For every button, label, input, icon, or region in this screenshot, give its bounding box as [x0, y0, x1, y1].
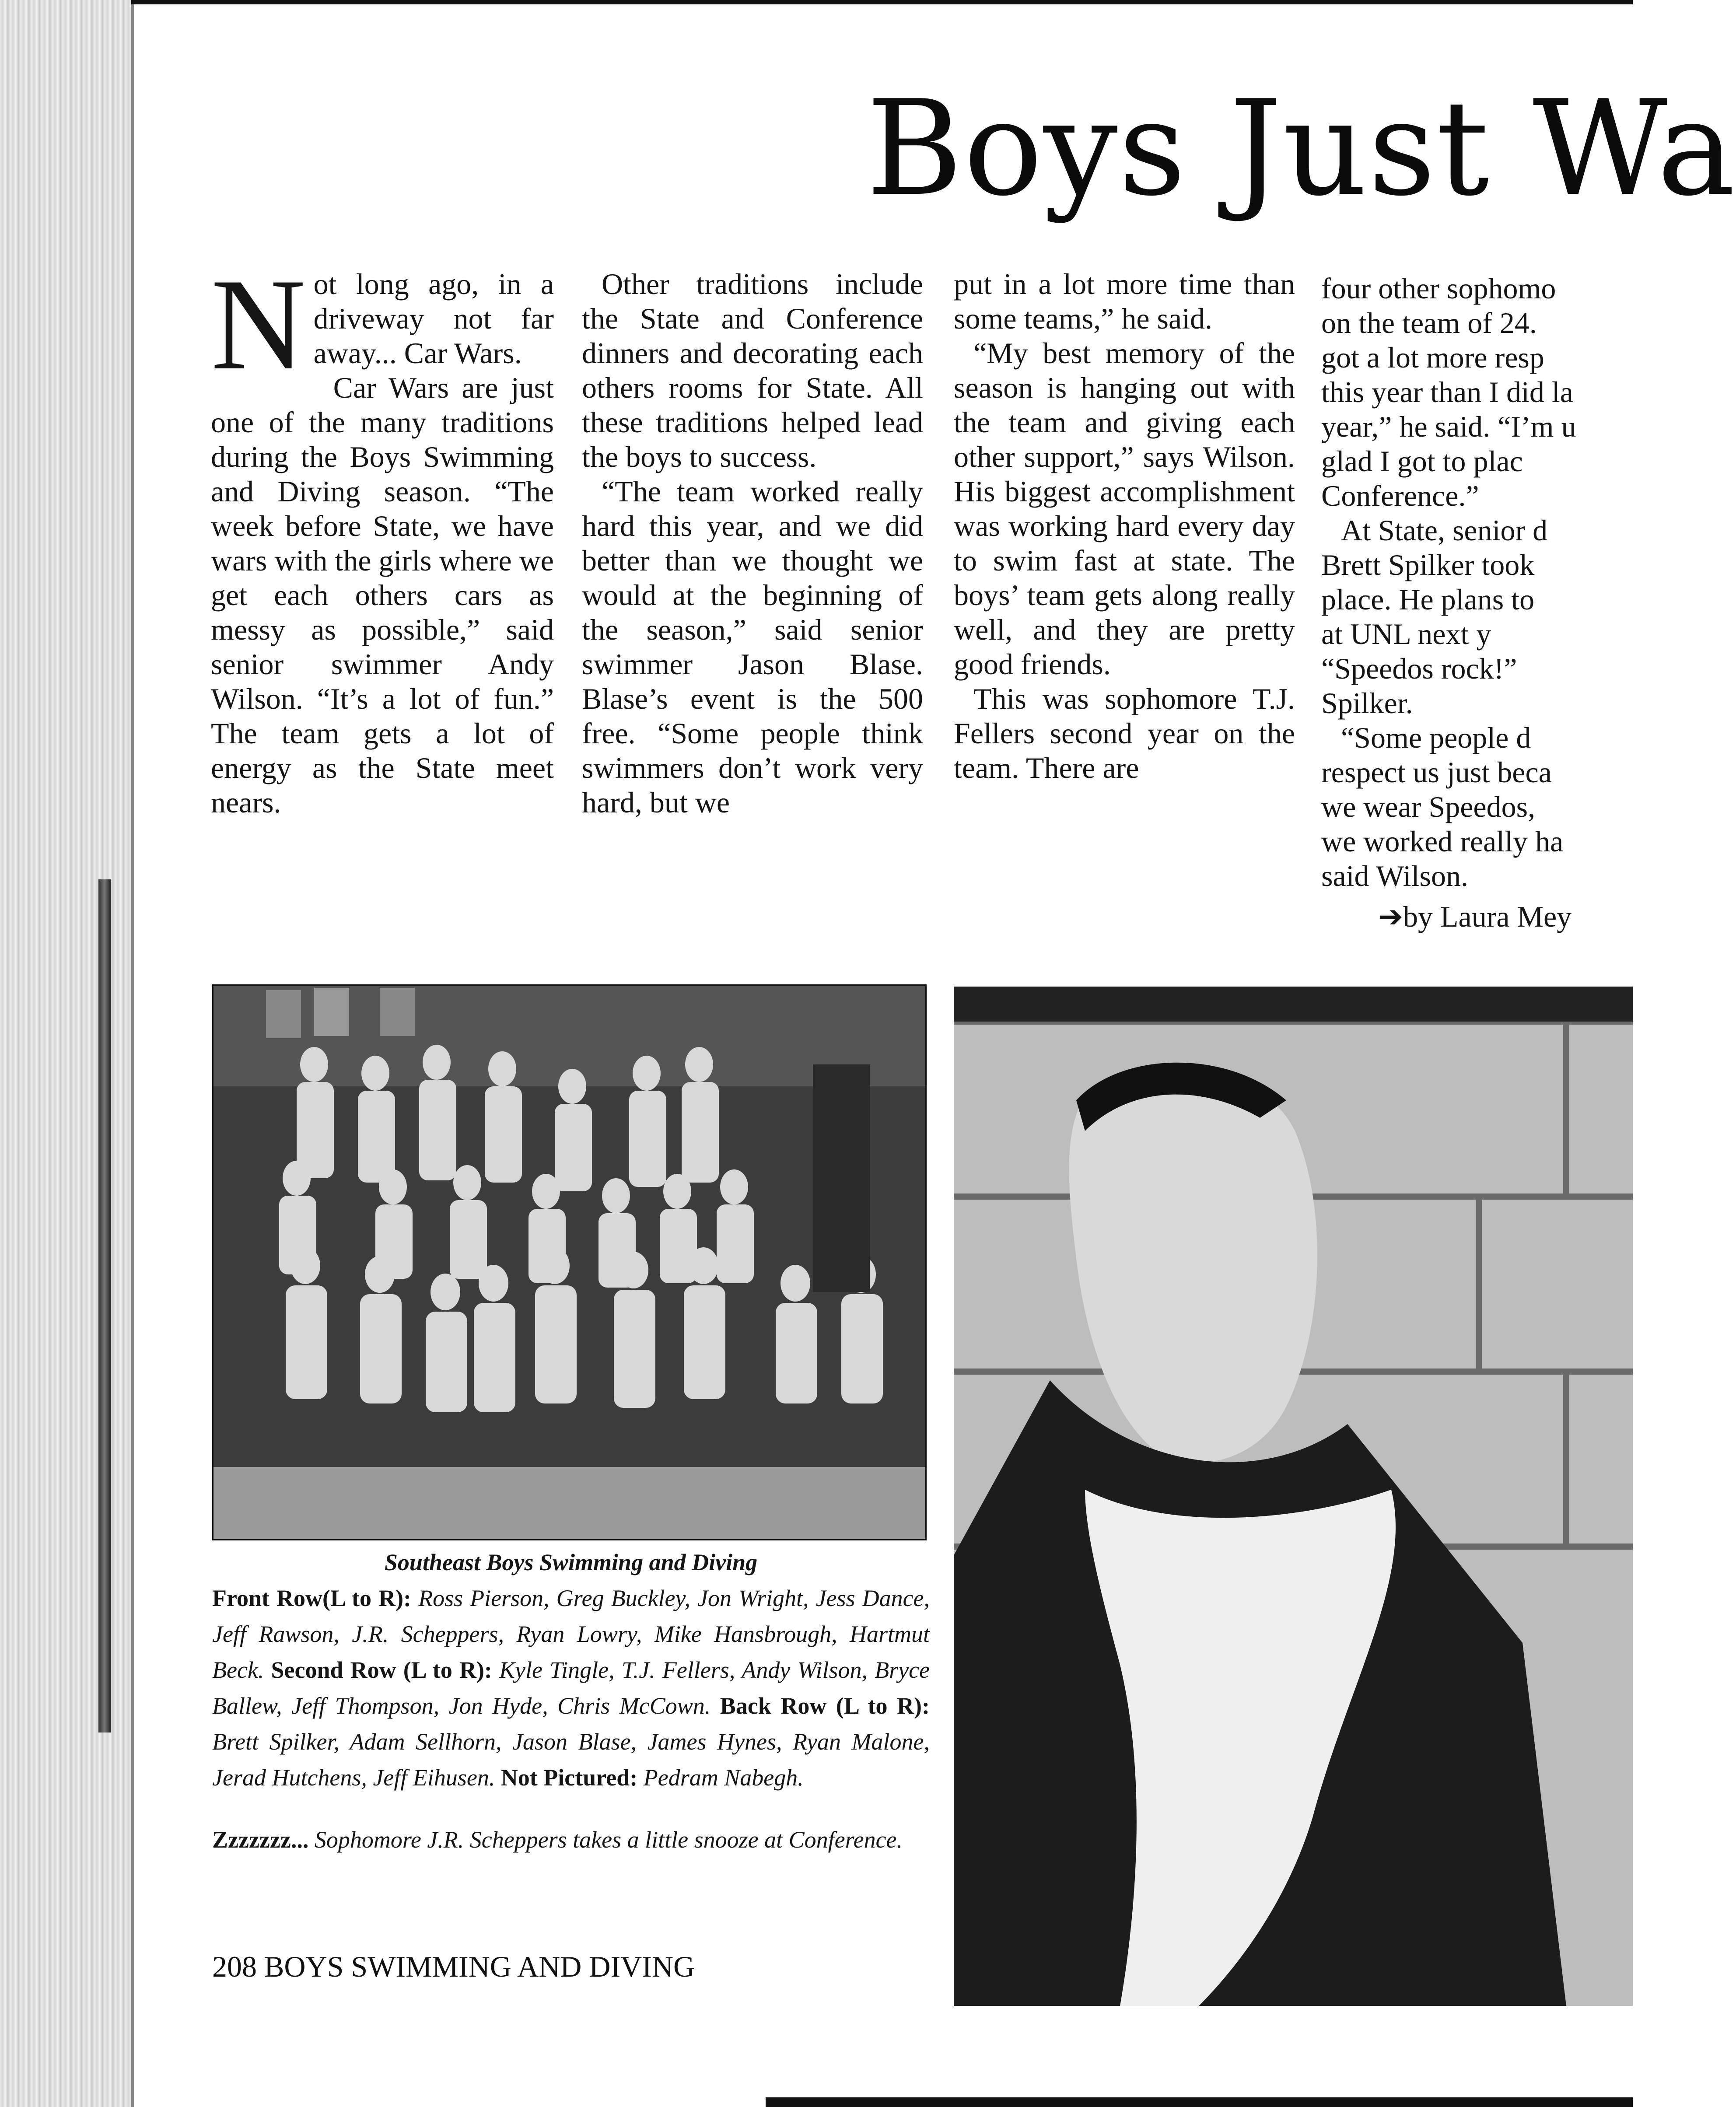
story-paragraph: Car Wars are just one of the many traditions during the Boys Swimming and Diving season. “The week before State, we have wars with the girls where we get each others cars as messy as possible,” said senior swimmer Andy Wilson. “It’s a lot of fun.” The team gets a lot of energy as the State meet nears.	[211, 371, 554, 819]
story-line: said Wilson.	[1321, 859, 1469, 892]
page-headline: Boys Just Wa	[866, 72, 1736, 225]
snooze-text: Sophomore J.R. Scheppers takes a little snooze at Conference.	[314, 1827, 903, 1853]
spine-binding	[98, 879, 111, 1732]
story-column-3	[954, 267, 1295, 976]
story-line: got a lot more resp	[1321, 341, 1544, 374]
story-line: at UNL next y	[1321, 617, 1491, 651]
story-line: we worked really ha	[1321, 825, 1564, 858]
page-folio: 208 BOYS SWIMMING AND DIVING	[212, 1950, 695, 1983]
second-row-label: Second Row (L to R):	[271, 1657, 492, 1683]
caption-title: Southeast Boys Swimming and Diving	[384, 1549, 758, 1575]
story-line: respect us just beca	[1321, 756, 1552, 789]
story-paragraph: “My best memory of the season is hanging out with the team and giving each other support,” says Wilson. His biggest accomplishment was working hard every day to swim fast at state. The boys’ team gets along really well, and they are pretty good friends.	[954, 336, 1295, 681]
front-row-names: Ross Pierson, Greg Buckley, Jon Wright, Jess Dance, Jeff Rawson, J.R. Scheppers, Ryan Lowry, Mike Hansbrough, Hartmut Beck.	[212, 1585, 930, 1683]
story-paragraph: This was sophomore T.J. Fellers second year on the team. There are	[954, 682, 1295, 784]
snooze-photo	[954, 987, 1633, 2006]
team-photo	[212, 984, 927, 1540]
front-row-label: Front Row(L to R):	[212, 1585, 412, 1611]
not-pictured-names: Pedram Nabegh.	[643, 1764, 804, 1791]
book-spine-edge	[0, 0, 134, 2107]
caption-row-text	[212, 1585, 930, 1791]
story-line: four other sophomo	[1321, 272, 1556, 305]
story-column-4	[1321, 271, 1633, 980]
story-column-2	[582, 267, 923, 976]
story-column-1	[211, 252, 554, 976]
story-paragraph: Other traditions include the State and Conference dinners and decorating each others rooms for State. All these traditions helped lead the boys to success.	[582, 267, 923, 473]
story-paragraph: “The team worked really hard this year, and we did better than we thought we would at the beginning of the season,” said senior swimmer Jason Blase. Blase’s event is the 500 free. “Some people think swimmers don’t work very hard, but we	[582, 475, 923, 819]
story-line: this year than I did la	[1321, 375, 1573, 409]
story-line: “Speedos rock!”	[1321, 652, 1517, 685]
story-line: year,” he said. “I’m u	[1321, 410, 1576, 443]
top-edge	[131, 0, 1633, 4]
story-line: At State, senior d	[1341, 514, 1548, 547]
story-line: Brett Spilker took	[1321, 548, 1535, 581]
story-line: “Some people d	[1341, 721, 1531, 754]
photo-caption	[212, 1544, 930, 1858]
story-line: on the team of 24.	[1321, 306, 1537, 340]
snooze-photo-graphic	[954, 987, 1633, 2006]
back-row-label: Back Row (L to R):	[720, 1693, 930, 1719]
story-line: Conference.”	[1321, 479, 1479, 512]
not-pictured-label: Not Pictured:	[500, 1764, 638, 1791]
second-row-names: Kyle Tingle, T.J. Fellers, Andy Wilson, Bryce Ballew, Jeff Thompson, Jon Hyde, Chris McCown.	[212, 1657, 930, 1719]
story-line: glad I got to plac	[1321, 444, 1523, 478]
snooze-label: Zzzzzzz...	[212, 1827, 309, 1853]
bottom-edge	[766, 2097, 1633, 2107]
team-photo-graphic	[214, 986, 925, 1539]
snooze-caption	[212, 1822, 930, 1858]
drop-cap: N	[211, 252, 306, 397]
story-line: place. He plans to	[1321, 583, 1535, 616]
story-paragraph: put in a lot more time than some teams,” he said.	[954, 267, 1295, 335]
story-paragraph: ot long ago, in a driveway not far away... Car Wars.	[313, 267, 554, 370]
back-row-names: Brett Spilker, Adam Sellhorn, Jason Blase, James Hynes, Ryan Malone, Jerad Hutchens, Jeff Eihusen.	[212, 1729, 930, 1791]
story-line: Spilker.	[1321, 686, 1413, 720]
byline: ➔by Laura Mey	[1378, 900, 1572, 933]
story-line: we wear Speedos,	[1321, 790, 1536, 823]
